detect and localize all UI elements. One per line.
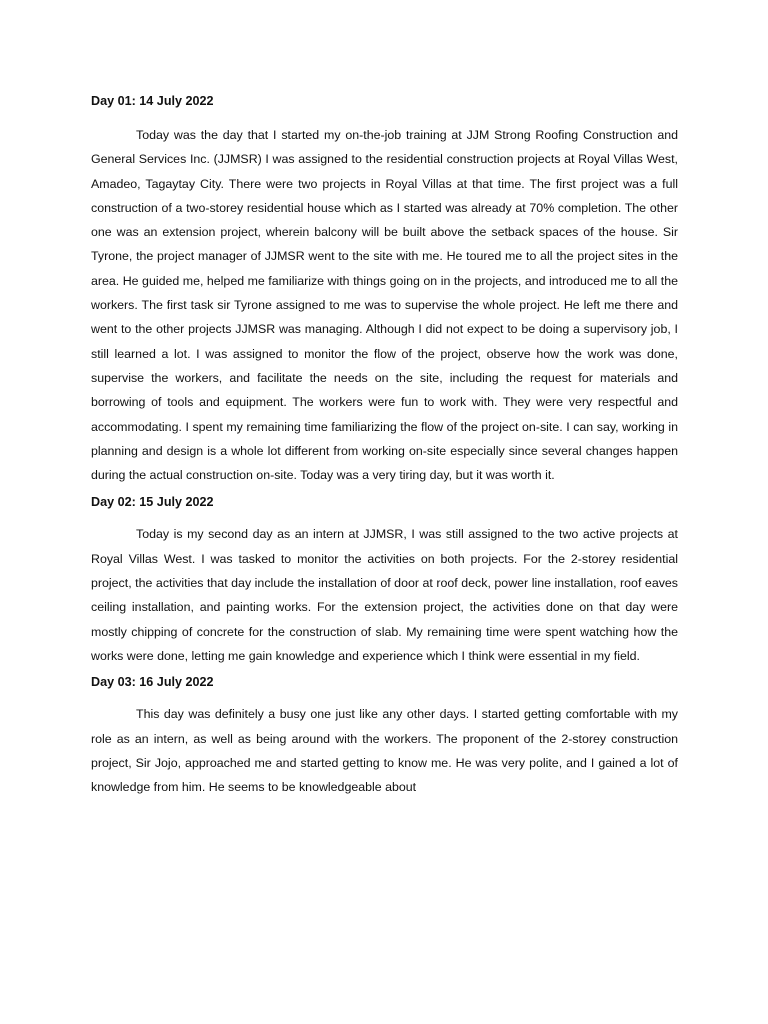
day-01-heading: Day 01: 14 July 2022 xyxy=(91,94,214,108)
day-01-paragraph: Today was the day that I started my on-the-job training at JJM Strong Roofing Construction and General Services Inc. (JJMSR) I was assigned to the residential construction projects at Royal Villas West, Amadeo, Tagaytay City. There were two projects in Royal Villas at that time. The first project was a full construction of a two-storey residential house which as I started was already at 70% completion. The other one was an extension project, wherein balcony will be built above the setback spaces of the house. Sir Tyrone, the project manager of JJMSR went to the site with me. He toured me to all the project sites in the area. He guided me, helped me familiarize with things going on in the projects, and introduced me to all the workers. The first task sir Tyrone assigned to me was to supervise the whole project. He left me there and went to the other projects JJMSR was managing. Although I did not expect to be doing a supervisory job, I still learned a lot. I was assigned to monitor the flow of the project, observe how the work was done, supervise the workers, and facilitate the needs on the site, including the request for materials and borrowing of tools and equipment. The workers were fun to work with. They were very respectful and accommodating. I spent my remaining time familiarizing the flow of the project on-site. I can say, working in planning and design is a whole lot different from working on-site especially since several changes happen during the actual construction on-site. Today was a very tiring day, but it was worth it. xyxy=(91,128,678,483)
day-03-heading: Day 03: 16 July 2022 xyxy=(91,675,214,690)
day-02-paragraph: Today is my second day as an intern at JJMSR, I was still assigned to the two active projects at Royal Villas West. I was tasked to monitor the activities on both projects. For the 2-storey residential project, the activities that day include the installation of door at roof deck, power line installation, roof eaves ceiling installation, and painting works. For the extension project, the activities done on that day were mostly chipping of concrete for the construction of slab. My remaining time were spent watching how the works were done, letting me gain knowledge and experience which I think were essential in my field. xyxy=(91,527,678,663)
day-03-paragraph: This day was definitely a busy one just like any other days. I started getting comfortable with my role as an intern, as well as being around with the workers. The proponent of the 2-storey construction project, Sir Jojo, approached me and started getting to know me. He was very polite, and I gained a lot of knowledge from him. He seems to be knowledgeable about xyxy=(91,707,678,795)
day-02-heading: Day 02: 15 July 2022 xyxy=(91,495,214,510)
document-page xyxy=(91,91,678,799)
